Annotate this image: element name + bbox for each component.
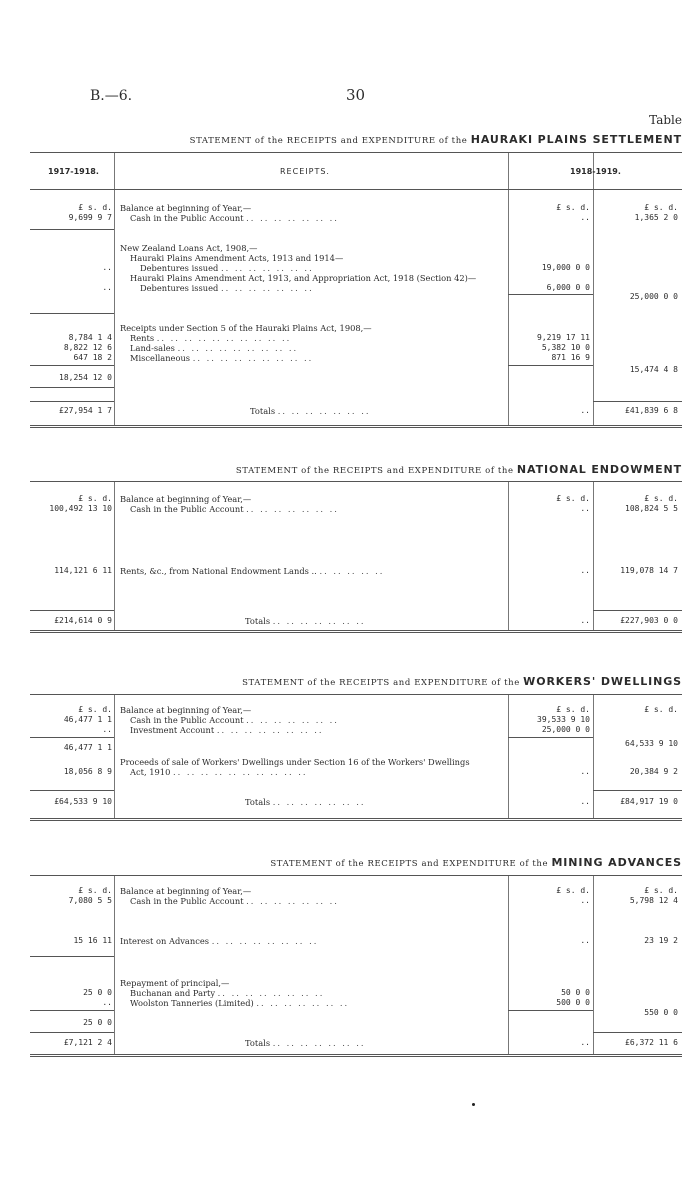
lsd-heading: £ s. d. [644, 705, 678, 714]
lsd-heading: £ s. d. [644, 494, 678, 503]
rule [508, 1010, 593, 1011]
hauraki-receipts-subtotal: 18,254 12 0 [59, 373, 112, 382]
hauraki-balance-cur: 1,365 2 0 [634, 213, 678, 222]
hauraki-loans-cur: 25,000 0 0 [629, 292, 678, 301]
workers-proceeds-prev: 18,056 8 9 [63, 767, 112, 776]
workers-total-cur: £84,917 19 0 [620, 797, 678, 806]
workers-cash-sub: 39,533 9 10 [537, 715, 590, 724]
col-divider [508, 153, 509, 425]
mining-balance-prev: 7,080 5 5 [68, 896, 112, 905]
hauraki-land-sub: 5,382 10 0 [541, 343, 590, 352]
workers-inv-prev: .. [102, 725, 112, 734]
col-receipts: RECEIPTS. [280, 167, 330, 176]
hauraki-land-prev: 8,822 12 6 [63, 343, 112, 352]
hauraki-debentures-1: Debentures issued .. .. .. .. .. .. .. [140, 263, 314, 273]
mining-wt-label: Woolston Tanneries (Limited) .. .. .. .. .. .. .. [130, 998, 350, 1008]
mining-interest-prev: 15 16 11 [73, 936, 112, 945]
workers-total-prev: £64,533 9 10 [54, 797, 112, 806]
national-rents-sub: .. [580, 566, 590, 575]
hauraki-loans-prev: .. [102, 283, 112, 292]
mining-interest-label: Interest on Advances .. .. .. .. .. .. .. .. [120, 936, 319, 946]
hauraki-receipts-label: Receipts under Section 5 of the Hauraki Plains Act, 1908,— [120, 323, 372, 333]
rule [593, 401, 682, 402]
rule [30, 737, 114, 738]
hauraki-balance-sub: .. [580, 213, 590, 222]
workers-proceeds-label: Proceeds of sale of Workers' Dwellings under Section 16 of the Workers' Dwellings [120, 757, 470, 767]
mining-balance-label: Balance at beginning of Year,— [120, 886, 252, 896]
rule [593, 1032, 682, 1033]
mining-cash-label: Cash in the Public Account .. .. .. .. .. .. .. [130, 896, 339, 906]
col-1918: 1918-1919. [570, 167, 621, 176]
col-divider [593, 153, 594, 425]
hauraki-debentures-2-sub: 6,000 0 0 [546, 283, 590, 292]
col-1917: 1917-1918. [48, 167, 99, 176]
hauraki-total-cur: £41,839 6 8 [625, 406, 678, 415]
hauraki-debentures-2: Debentures issued .. .. .. .. .. .. .. [140, 283, 314, 293]
mining-repayment-subtotal: 25 0 0 [83, 1018, 112, 1027]
mining-total-cur: £6,372 11 6 [625, 1038, 678, 1047]
workers-title [242, 675, 682, 688]
page-reference: B.—6. [90, 88, 133, 104]
lsd-heading: £ s. d. [556, 494, 590, 503]
lsd-heading: £ s. d. [78, 494, 112, 503]
national-totals: Totals .. .. .. .. .. .. .. [245, 616, 366, 626]
mining-balance-sub: .. [580, 896, 590, 905]
statement-prefix: STATEMENT of the RECEIPTS and EXPENDITURE of the [270, 859, 549, 869]
hauraki-debentures-1-sub: 19,000 0 0 [541, 263, 590, 272]
workers-cash-prev: 46,477 1 1 [63, 715, 112, 724]
hauraki-receipts-cur: 15,474 4 8 [629, 365, 678, 374]
table-label: Table [649, 113, 682, 127]
hauraki-land-sales: Land-sales .. .. .. .. .. .. .. .. .. [130, 343, 299, 353]
hauraki-title [190, 133, 682, 146]
lsd-heading: £ s. d. [78, 203, 112, 212]
workers-balance-cur: 64,533 9 10 [625, 739, 678, 748]
col-divider [593, 695, 594, 818]
national-balance-cur: 108,824 5 5 [625, 504, 678, 513]
hauraki-misc: Miscellaneous .. .. .. .. .. .. .. .. .. [130, 353, 314, 363]
workers-proceeds-label2: Act, 1910 .. .. .. .. .. .. .. .. .. .. [130, 767, 308, 777]
rule [508, 294, 593, 295]
statement-prefix: STATEMENT of the RECEIPTS and EXPENDITURE of the [189, 136, 468, 146]
hauraki-total-prev: £27,954 1 7 [59, 406, 112, 415]
statement-prefix: STATEMENT of the RECEIPTS and EXPENDITURE of the [235, 466, 514, 476]
workers-totals: Totals .. .. .. .. .. .. .. [245, 797, 366, 807]
national-cash-label: Cash in the Public Account .. .. .. .. .. .. .. [130, 504, 339, 514]
hauraki-loans-l2: Hauraki Plains Amendment Acts, 1913 and 1914— [130, 253, 344, 263]
mining-interest-sub: .. [580, 936, 590, 945]
lsd-heading: £ s. d. [78, 886, 112, 895]
national-balance-label: Balance at beginning of Year,— [120, 494, 252, 504]
rule [30, 313, 114, 314]
mining-repayment-label: Repayment of principal,— [120, 978, 230, 988]
national-title [236, 463, 682, 476]
workers-balance-subtotal: 46,477 1 1 [63, 743, 112, 752]
rule [593, 610, 682, 611]
mining-title-name: MINING ADVANCES [551, 856, 682, 869]
workers-inv-sub: 25,000 0 0 [541, 725, 590, 734]
national-total-prev: £214,614 0 9 [54, 616, 112, 625]
mining-table [30, 875, 682, 1057]
rule [30, 1032, 114, 1033]
rule [593, 790, 682, 791]
mining-title [270, 856, 682, 869]
mining-bp-label: Buchanan and Party .. .. .. .. .. .. .. .. [130, 988, 325, 998]
print-mark [472, 1103, 475, 1106]
rule [30, 1010, 114, 1011]
mining-interest-cur: 23 19 2 [644, 936, 678, 945]
col-divider [114, 482, 115, 630]
mining-bp-prev: 25 0 0 [83, 988, 112, 997]
rule [30, 387, 114, 388]
rule [30, 956, 114, 957]
workers-table [30, 694, 682, 821]
rule [30, 790, 114, 791]
workers-proceeds-sub: .. [580, 767, 590, 776]
rule [508, 737, 593, 738]
hauraki-loans-label: New Zealand Loans Act, 1908,— [120, 243, 258, 253]
hauraki-total-sub: .. [580, 406, 590, 415]
national-rents-cur: 119,078 14 7 [620, 566, 678, 575]
hauraki-misc-prev: 647 18 2 [73, 353, 112, 362]
national-table [30, 481, 682, 633]
col-divider [593, 876, 594, 1054]
hauraki-title-name: HAURAKI PLAINS SETTLEMENT [470, 133, 682, 146]
workers-title-name: WORKERS' DWELLINGS [523, 675, 682, 688]
national-rents-prev: 114,121 6 11 [54, 566, 112, 575]
workers-cash-label: Cash in the Public Account .. .. .. .. .. .. .. [130, 715, 339, 725]
hauraki-loans-l4: Hauraki Plains Amendment Act, 1913, and Appropriation Act, 1918 (Section 42)— [130, 273, 477, 283]
rule [30, 229, 114, 230]
statement-prefix: STATEMENT of the RECEIPTS and EXPENDITURE of the [242, 678, 520, 688]
rule [508, 365, 593, 366]
rule [30, 365, 114, 366]
col-divider [593, 482, 594, 630]
lsd-heading: £ s. d. [556, 886, 590, 895]
hauraki-loans-prev: .. [102, 263, 112, 272]
lsd-heading: £ s. d. [644, 203, 678, 212]
hauraki-misc-sub: 871 16 9 [551, 353, 590, 362]
header-rule [30, 189, 682, 190]
mining-wt-sub: 500 0 0 [556, 998, 590, 1007]
hauraki-cash-label: Cash in the Public Account .. .. .. .. .. .. .. [130, 213, 339, 223]
mining-total-sub: .. [580, 1038, 590, 1047]
national-rents-label: Rents, &c., from National Endowment Lands .. .. .. .. .. .. [120, 566, 385, 576]
col-divider [114, 153, 115, 425]
lsd-heading: £ s. d. [556, 705, 590, 714]
workers-proceeds-cur: 20,384 9 2 [629, 767, 678, 776]
hauraki-rents-prev: 8,784 1 4 [68, 333, 112, 342]
national-total-sub: .. [580, 616, 590, 625]
national-balance-prev: 100,492 13 10 [49, 504, 112, 513]
hauraki-rents-sub: 9,219 17 11 [537, 333, 590, 342]
workers-total-sub: .. [580, 797, 590, 806]
mining-total-prev: £7,121 2 4 [63, 1038, 112, 1047]
rule [30, 610, 114, 611]
lsd-heading: £ s. d. [556, 203, 590, 212]
hauraki-rents: Rents .. .. .. .. .. .. .. .. .. .. [130, 333, 292, 343]
hauraki-table [30, 152, 682, 428]
mining-bp-sub: 50 0 0 [561, 988, 590, 997]
national-balance-sub: .. [580, 504, 590, 513]
workers-inv-label: Investment Account .. .. .. .. .. .. .. .. [130, 725, 324, 735]
col-divider [508, 695, 509, 818]
lsd-heading: £ s. d. [644, 886, 678, 895]
mining-totals: Totals .. .. .. .. .. .. .. [245, 1038, 366, 1048]
col-divider [114, 876, 115, 1054]
mining-wt-prev: .. [102, 998, 112, 1007]
mining-repayment-cur: 550 0 0 [644, 1008, 678, 1017]
hauraki-balance-prev: 9,699 9 7 [68, 213, 112, 222]
mining-balance-cur: 5,798 12 4 [629, 896, 678, 905]
col-divider [508, 482, 509, 630]
rule [30, 401, 114, 402]
workers-balance-label: Balance at beginning of Year,— [120, 705, 252, 715]
lsd-heading: £ s. d. [78, 705, 112, 714]
page-number: 30 [346, 86, 366, 104]
col-divider [508, 876, 509, 1054]
national-total-cur: £227,903 0 0 [620, 616, 678, 625]
hauraki-balance-label: Balance at beginning of Year,— [120, 203, 252, 213]
hauraki-totals: Totals .. .. .. .. .. .. .. [250, 406, 371, 416]
col-divider [114, 695, 115, 818]
national-title-name: NATIONAL ENDOWMENT [516, 463, 682, 476]
